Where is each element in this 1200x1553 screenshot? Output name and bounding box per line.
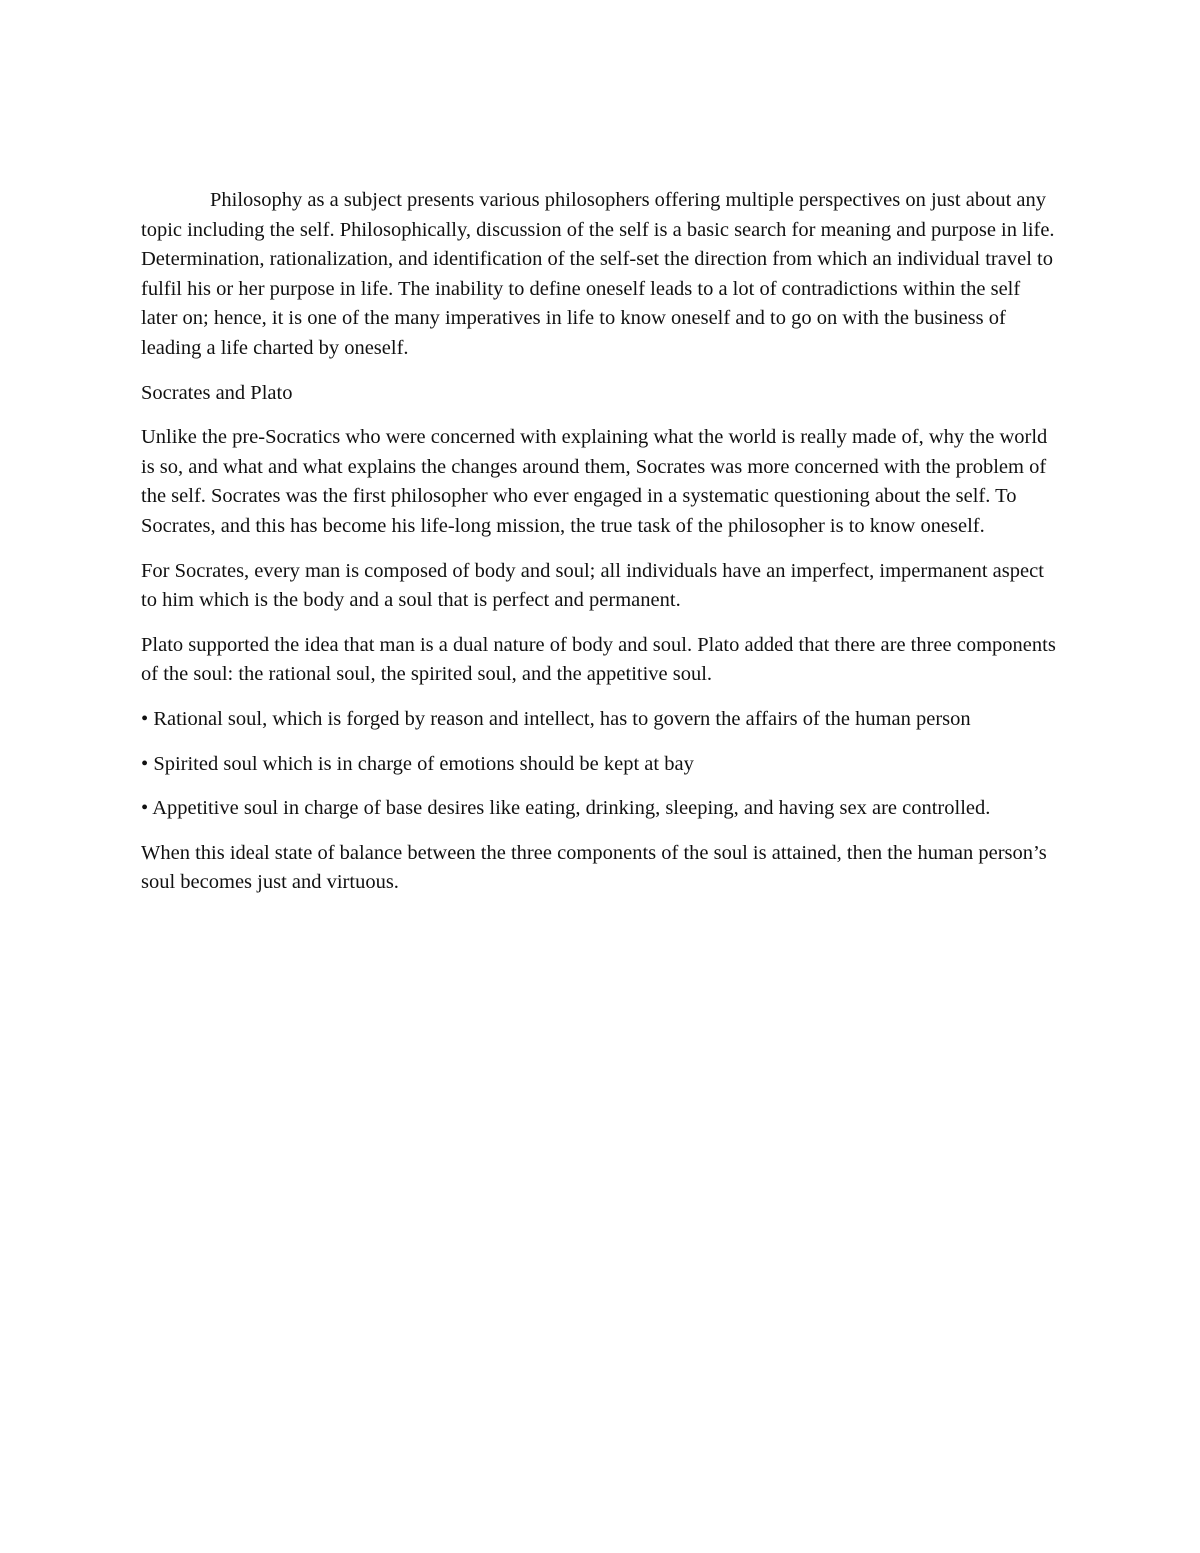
- bullet-text: Spirited soul which is in charge of emotions should be kept at bay: [153, 752, 694, 775]
- bullet-text: Appetitive soul in charge of base desires like eating, drinking, sleeping, and having sex are controlled.: [152, 797, 991, 820]
- body-soul-paragraph: For Socrates, every man is composed of body and soul; all individuals have an imperfect, impermanent aspect to him which is the body and a soul that is perfect and permanent.: [141, 559, 1044, 612]
- bullet-item-rational: [141, 705, 1056, 735]
- bullet-item-appetitive: [141, 794, 1056, 824]
- plato-paragraph: Plato supported the idea that man is a dual nature of body and soul. Plato added that there are three components of the soul: the rational soul, the spirited soul, and the appetitive soul.: [141, 633, 1056, 686]
- bullet-item-spirited: [141, 750, 1056, 780]
- conclusion-paragraph: When this ideal state of balance between the three components of the soul is attained, then the human person’s soul becomes just and virtuous.: [141, 841, 1047, 894]
- document-page: [141, 186, 1056, 913]
- intro-paragraph: Philosophy as a subject presents various philosophers offering multiple perspectives on just about any topic including the self. Philosophically, discussion of the self is a basic search for meaning and purpose in life. Determination, rationalization, and identification of the self-set the direction from which an individual travel to fulfil his or her purpose in life. The inability to define oneself leads to a lot of contradictions within the self later on; hence, it is one of the many imperatives in life to know oneself and to go on with the business of leading a life charted by oneself.: [141, 189, 1055, 359]
- bullet-text: Rational soul, which is forged by reason and intellect, has to govern the affairs of the human person: [153, 707, 971, 730]
- bullet-icon: •: [141, 797, 149, 820]
- section-heading: Socrates and Plato: [141, 381, 293, 404]
- bullet-icon: •: [141, 752, 149, 775]
- socrates-paragraph: Unlike the pre-Socratics who were concerned with explaining what the world is really made of, why the world is so, and what and what explains the changes around them, Socrates was more concerned with the problem of the self. Socrates was the first philosopher who ever engaged in a systematic questioning about the self. To Socrates, and this has become his life-long mission, the true task of the philosopher is to know oneself.: [141, 426, 1048, 537]
- bullet-icon: •: [141, 707, 149, 730]
